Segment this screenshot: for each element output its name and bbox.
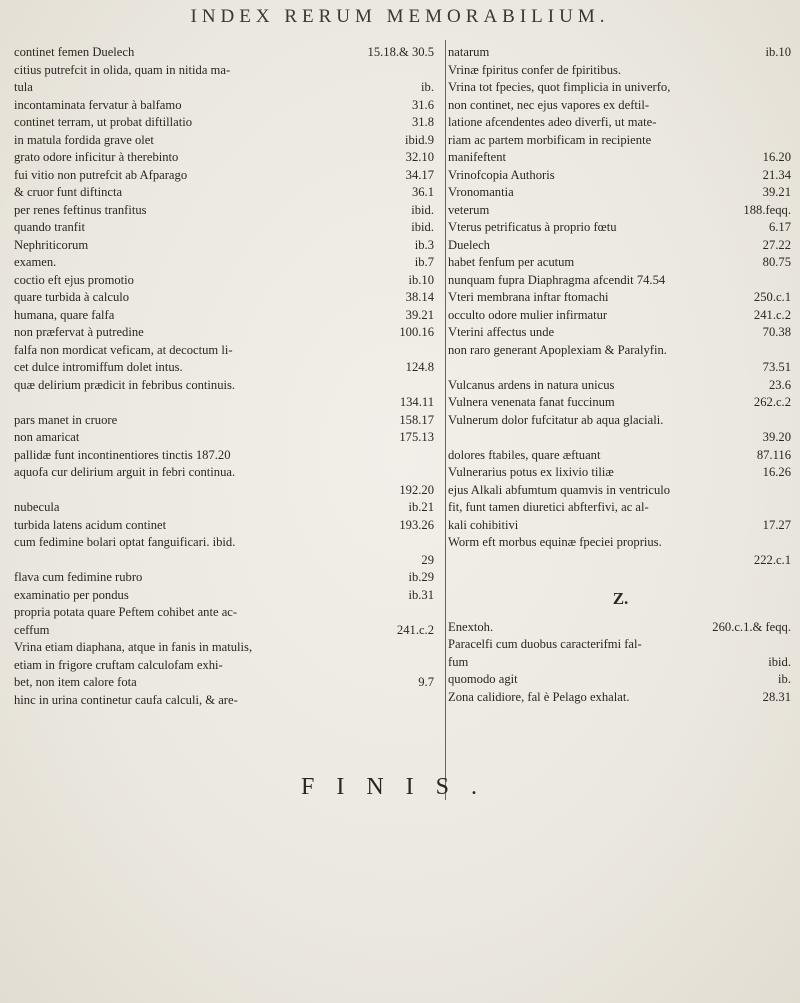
index-entry [448, 97, 793, 115]
index-entry [448, 254, 793, 272]
entry-text: quæ delirium prædicit in febribus continuis. [14, 377, 236, 392]
index-entry [14, 692, 442, 710]
index-entry [14, 429, 442, 447]
index-entry [448, 429, 793, 447]
index-entry [14, 114, 442, 132]
entry-text: Vterus petrificatus à proprio fœtu [448, 220, 617, 234]
index-entry [14, 132, 442, 150]
entry-text: continet terram, ut probat diftillatio [14, 115, 193, 129]
entry-page-ref: ib.10 [408, 272, 434, 287]
index-entry [448, 654, 793, 672]
entry-text: ejus Alkali abfumtum quamvis in ventriculo [448, 482, 671, 497]
entry-page-ref: 250.c.1 [753, 290, 791, 304]
entry-text: Vrinæ fpiritus confer de fpiritibus. [448, 62, 622, 77]
finis-text: FINIS. [300, 774, 499, 800]
entry-page-ref: 23.6 [768, 377, 791, 392]
index-entry [14, 272, 442, 290]
entry-text: Vulcanus ardens in natura unicus [448, 377, 615, 392]
entry-page-ref: 175.13 [399, 430, 434, 444]
index-entry [14, 447, 442, 465]
index-entry [448, 636, 793, 654]
index-entry [448, 689, 793, 707]
index-entry [448, 499, 793, 517]
entry-text: pars manet in cruore [14, 412, 118, 427]
entry-text: Vulnerarius potus ex lixivio tiliæ [448, 465, 614, 479]
index-entry [448, 167, 793, 185]
entry-page-ref: 29 [421, 552, 434, 567]
entry-text: Duelech [448, 237, 490, 252]
entry-text: Worm eft morbus equinæ fpeciei proprius. [448, 535, 662, 549]
entry-page-ref: 34.17 [405, 167, 434, 182]
index-entry [14, 587, 442, 605]
entry-page-ref: 17.27 [762, 517, 791, 532]
index-entry [14, 657, 442, 675]
entry-text: non amaricat [14, 430, 80, 444]
index-entry [14, 674, 442, 692]
page-header: INDEX RERUM MEMORABILIUM. [190, 6, 610, 27]
entry-text: quando tranfit [14, 220, 85, 234]
right-column [448, 44, 793, 706]
entry-page-ref: 15.18.& 30.5 [367, 45, 434, 59]
entry-text: Vrina etiam diaphana, atque in fanis in matulis, [14, 640, 253, 654]
entry-text: grato odore inficitur à therebinto [14, 150, 179, 164]
entry-page-ref: ibid. [768, 654, 791, 669]
index-entry [448, 149, 793, 167]
index-entry [14, 569, 442, 587]
index-entry [14, 289, 442, 307]
index-entry [448, 79, 793, 97]
entry-text: fum [448, 654, 469, 669]
entry-text: examinatio per pondus [14, 587, 129, 602]
entry-text: Vrina tot fpecies, quot fimplicia in univerfo, [448, 80, 671, 94]
entry-text: coctio eft ejus promotio [14, 272, 134, 287]
entry-text: Nephriticorum [14, 237, 89, 252]
entry-page-ref: 134.11 [399, 395, 434, 409]
entry-page-ref: 39.21 [405, 307, 434, 322]
entry-text: kali cohibitivi [448, 517, 519, 532]
entry-page-ref: 70.38 [762, 325, 791, 339]
letter-z-heading: Z. [612, 588, 629, 608]
entry-page-ref: 73.51 [762, 360, 791, 374]
index-entry [14, 219, 442, 237]
entry-text: Vrinofcopia Authoris [448, 167, 555, 182]
index-entry [448, 342, 793, 360]
entry-page-ref: ib.7 [414, 255, 434, 269]
entry-text: fui vitio non putrefcit ab Afparago [14, 167, 188, 182]
entry-page-ref: 188.feqq. [743, 202, 791, 217]
index-entry [448, 359, 793, 377]
entry-page-ref: ib.31 [408, 587, 434, 602]
index-entry [448, 132, 793, 150]
index-entry [448, 412, 793, 430]
entry-page-ref: 31.8 [411, 115, 434, 129]
entry-text: turbida latens acidum continet [14, 517, 167, 532]
index-entry [448, 114, 793, 132]
index-entry [14, 167, 442, 185]
index-entry [14, 622, 442, 640]
index-entry [14, 552, 442, 570]
entry-text: continet femen Duelech [14, 45, 135, 59]
entry-text: ceffum [14, 622, 50, 637]
entry-text: Zona calidiore, fal è Pelago exhalat. [448, 689, 630, 704]
index-entry [448, 219, 793, 237]
entry-text: habet fenfum per acutum [448, 255, 575, 269]
index-entry [448, 552, 793, 570]
entry-page-ref: 262.c.2 [753, 395, 791, 409]
entry-text: manifeftent [448, 150, 507, 164]
index-entry [448, 44, 793, 62]
entry-page-ref: 36.1 [411, 185, 434, 199]
entry-page-ref: 100.16 [399, 325, 434, 339]
index-entry [14, 149, 442, 167]
index-entry [448, 482, 793, 500]
entry-page-ref: 27.22 [762, 237, 791, 252]
index-entry [14, 237, 442, 255]
entry-text: veterum [448, 202, 490, 217]
entry-page-ref: ib.3 [414, 237, 434, 252]
entry-text: tula [14, 80, 33, 94]
entry-text: aquofa cur delirium arguit in febri continua. [14, 465, 236, 479]
entry-text: incontaminata fervatur à balfamo [14, 97, 182, 112]
entry-text: Vronomantia [448, 185, 514, 199]
entry-page-ref: 31.6 [411, 97, 434, 112]
entry-page-ref: ibid. [411, 220, 434, 234]
index-entry [14, 202, 442, 220]
entry-page-ref: 222.c.1 [753, 552, 791, 567]
entry-text: nubecula [14, 500, 60, 514]
index-entry [448, 517, 793, 535]
entry-text: examen. [14, 255, 57, 269]
index-entry [14, 324, 442, 342]
index-entry [14, 62, 442, 80]
entry-page-ref: 87.116 [756, 447, 791, 462]
index-entry [14, 499, 442, 517]
index-entry [448, 202, 793, 220]
index-entry [448, 377, 793, 395]
index-entry [448, 237, 793, 255]
index-entry [448, 307, 793, 325]
entry-text: in matula fordida grave olet [14, 132, 154, 147]
entry-page-ref: 21.34 [762, 167, 791, 182]
index-entry [14, 307, 442, 325]
index-entry [448, 272, 793, 290]
index-entry [14, 464, 442, 482]
entry-page-ref: 9.7 [418, 675, 434, 689]
index-entry [14, 534, 442, 552]
entry-page-ref: 241.c.2 [396, 622, 434, 637]
entry-text: Paracelfi cum duobus caracterifmi fal- [448, 637, 642, 651]
index-entry [14, 97, 442, 115]
entry-text: cum fedimine bolari optat fanguificari. ibid. [14, 535, 236, 549]
entry-page-ref: 38.14 [405, 290, 434, 304]
entry-text: cet dulce intromiffum dolet intus. [14, 360, 183, 374]
index-entry [14, 359, 442, 377]
entry-page-ref: 16.20 [762, 150, 791, 164]
index-entry [448, 324, 793, 342]
column-divider [445, 40, 446, 800]
index-entry [448, 619, 793, 637]
index-entry [14, 79, 442, 97]
entry-text: non præfervat à putredine [14, 325, 144, 339]
entry-text: humana, quare falfa [14, 307, 115, 322]
index-entry [448, 534, 793, 552]
entry-page-ref: ib.10 [765, 45, 791, 59]
entry-page-ref: 241.c.2 [753, 307, 791, 322]
entry-text: fit, funt tamen diuretici abfterfivi, ac al- [448, 500, 649, 514]
entry-text: dolores ftabiles, quare æftuant [448, 447, 601, 462]
entry-page-ref: 39.21 [762, 185, 791, 199]
entry-text: per renes feftinus tranfitus [14, 202, 147, 217]
entry-text: hinc in urina continetur caufa calculi, & are- [14, 692, 238, 707]
index-entry [14, 254, 442, 272]
index-entry [14, 639, 442, 657]
entry-text: Vteri membrana inftar ftomachi [448, 290, 609, 304]
index-entry [14, 517, 442, 535]
index-entry [14, 184, 442, 202]
entry-page-ref: 158.17 [399, 412, 434, 427]
entry-text: Enextoh. [448, 619, 494, 634]
entry-text: nunquam fupra Diaphragma afcendit 74.54 [448, 272, 666, 287]
entry-page-ref: 6.17 [768, 220, 791, 234]
entry-page-ref: 16.26 [762, 465, 791, 479]
index-entry [14, 44, 442, 62]
entry-text: flava cum fedimine rubro [14, 570, 143, 584]
entry-page-ref: ib. [421, 80, 434, 94]
entry-text: riam ac partem morbificam in recipiente [448, 132, 652, 147]
index-entry [14, 482, 442, 500]
index-entry [448, 464, 793, 482]
entry-text: non continet, nec ejus vapores ex deftil- [448, 97, 650, 112]
entry-page-ref: 80.75 [762, 255, 791, 269]
index-entry [14, 342, 442, 360]
entry-text: Vulnerum dolor fufcitatur ab aqua glaciali. [448, 412, 664, 427]
index-entry [448, 184, 793, 202]
entry-text: occulto odore mulier infirmatur [448, 307, 608, 322]
index-entry [14, 377, 442, 395]
entry-text: falfa non mordicat veficam, at decoctum li- [14, 342, 233, 357]
entry-text: citius putrefcit in olida, quam in nitida ma- [14, 62, 231, 77]
entry-text: propria potata quare Peftem cohibet ante ac- [14, 605, 238, 619]
entry-page-ref: 28.31 [762, 689, 791, 704]
entry-page-ref: ibid.9 [404, 132, 434, 147]
entry-page-ref: ib.21 [408, 500, 434, 514]
entry-text: Vulnera venenata fanat fuccinum [448, 395, 615, 409]
entry-page-ref: 39.20 [762, 430, 791, 444]
entry-page-ref: 124.8 [405, 360, 434, 374]
index-entry [448, 62, 793, 80]
entry-text: & cruor funt diftincta [14, 185, 123, 199]
entry-text: bet, non item calore fota [14, 675, 137, 689]
index-entry [14, 412, 442, 430]
entry-text: Vterini affectus unde [448, 325, 555, 339]
entry-page-ref: 32.10 [405, 150, 434, 164]
index-entry [448, 394, 793, 412]
entry-text: latione afcendentes adeo diverfi, ut mate- [448, 115, 657, 129]
entry-text: natarum [448, 45, 490, 59]
entry-text: quomodo agit [448, 672, 518, 686]
entry-text: pallidæ funt incontinentiores tinctis 187.20 [14, 447, 231, 462]
entry-text: quare turbida à calculo [14, 290, 130, 304]
index-entry [448, 447, 793, 465]
entry-text: etiam in frigore cruftam calculofam exhi- [14, 657, 223, 672]
index-entry [14, 394, 442, 412]
index-entry [14, 604, 442, 622]
entry-page-ref: 193.26 [399, 517, 434, 532]
entry-page-ref: 260.c.1.& feqq. [712, 619, 791, 634]
index-entry [448, 289, 793, 307]
entry-page-ref: ibid. [411, 202, 434, 217]
entry-text: non raro generant Apoplexiam & Paralyfin. [448, 342, 667, 357]
entry-page-ref: 192.20 [399, 482, 434, 497]
index-entry [448, 671, 793, 689]
entry-page-ref: ib. [778, 672, 791, 686]
entry-page-ref: ib.29 [408, 570, 434, 584]
left-column [14, 44, 442, 709]
